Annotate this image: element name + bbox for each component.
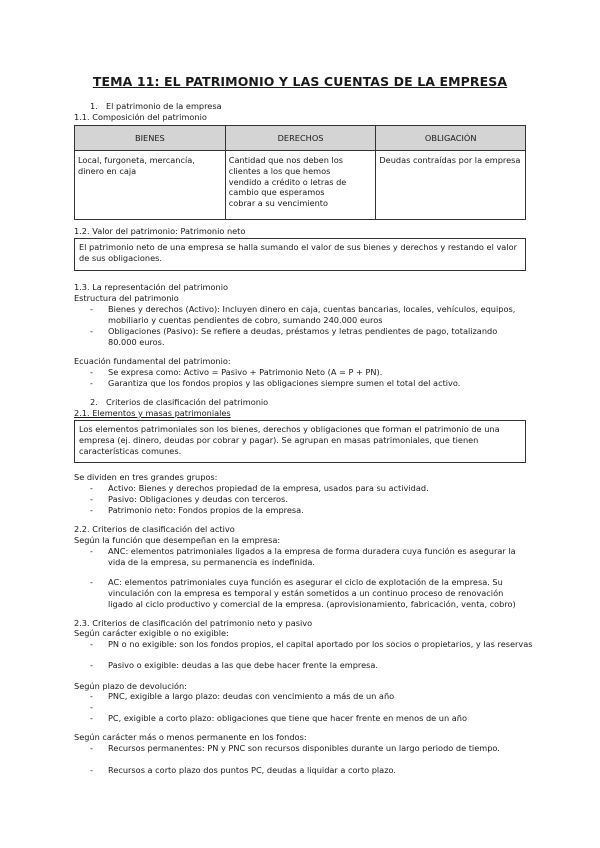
subheading-2-2: 2.2. Criterios de clasificación del activo xyxy=(74,524,235,534)
section-1-heading xyxy=(90,101,222,112)
bullet: - xyxy=(90,304,93,314)
list-item-text: PNC, exigible a largo plazo: deudas con vencimiento a más de un año xyxy=(108,691,395,701)
bullet: - xyxy=(90,743,93,753)
table-row xyxy=(75,151,526,220)
list-item xyxy=(90,326,526,348)
list-item-text: Pasivo: Obligaciones y deudas con terceros. xyxy=(108,494,288,504)
list-item xyxy=(90,713,526,724)
list-item-text: Obligaciones (Pasivo): Se refiere a deudas, préstamos y letras pendientes de pago, totalizando 80.000 euros. xyxy=(108,326,498,347)
list-item-text: Activo: Bienes y derechos propiedad de la empresa, usados para su actividad. xyxy=(108,483,429,493)
list-item-text: Recursos a corto plazo dos puntos PC, deudas a liquidar a corto plazo. xyxy=(108,765,396,775)
definition-text: El patrimonio neto de una empresa se halla sumando el valor de sus bienes y derechos y restando el valor de sus obligaciones. xyxy=(79,242,517,263)
exigible-label: Según carácter exigible o no exigible: xyxy=(74,628,229,638)
subheading-1-2: 1.2. Valor del patrimonio: Patrimonio neto xyxy=(74,226,246,236)
subheading-2-1: 2.1. Elementos y masas patrimoniales xyxy=(74,408,231,418)
bullet: - xyxy=(90,639,93,649)
list-item xyxy=(90,691,526,702)
list-item-text: Garantiza que los fondos propios y las obligaciones siempre sumen el total del activo. xyxy=(108,378,461,388)
section-number: 1. xyxy=(90,101,98,111)
list-item-text: Se expresa como: Activo = Pasivo + Patrimonio Neto (A = P + PN). xyxy=(108,367,383,377)
cell-text: Cantidad que nos deben los clientes a los que hemos vendido a crédito o letras de cambio que esperamos cobrar a su vencimiento xyxy=(228,155,347,209)
table-header: BIENES xyxy=(75,126,226,151)
structure-label: Estructura del patrimonio xyxy=(74,293,179,303)
subheading-2-3: 2.3. Criterios de clasificación del patrimonio neto y pasivo xyxy=(74,618,313,628)
permanence-label: Según carácter más o menos permanente en los fondos: xyxy=(74,732,307,742)
bullet: - xyxy=(90,713,93,723)
list-item xyxy=(90,378,526,389)
list-item-text: Recursos permanentes: PN y PNC son recursos disponibles durante un largo periodo de tiempo. xyxy=(108,743,500,753)
section-2-heading xyxy=(90,397,268,408)
list-item xyxy=(90,577,526,610)
bullet: - xyxy=(90,494,93,504)
composition-table xyxy=(74,125,526,220)
subheading-1-1: 1.1. Composición del patrimonio xyxy=(74,112,207,122)
table-cell xyxy=(225,151,376,220)
definition-box xyxy=(74,238,526,271)
table-cell xyxy=(75,151,226,220)
list-item xyxy=(90,304,526,326)
list-item xyxy=(90,660,526,671)
list-item-text: Pasivo o exigible: deudas a las que debe hacer frente la empresa. xyxy=(108,660,379,670)
subheading-1-3: 1.3. La representación del patrimonio xyxy=(74,282,228,292)
definition-box xyxy=(74,420,526,463)
bullet: - xyxy=(90,378,93,388)
bullet: - xyxy=(90,765,93,775)
bullet: - xyxy=(90,691,93,701)
bullet: - xyxy=(90,577,93,587)
bullet: - xyxy=(90,702,93,712)
groups-intro: Se dividen en tres grandes grupos: xyxy=(74,472,218,482)
list-item-text: Patrimonio neto: Fondos propios de la empresa. xyxy=(108,505,304,515)
table-header-row xyxy=(75,126,526,151)
table-header: OBLIGACIÓN xyxy=(376,126,526,151)
list-item xyxy=(90,505,526,516)
page-title: TEMA 11: EL PATRIMONIO Y LAS CUENTAS DE LA EMPRESA xyxy=(92,74,508,89)
bullet: - xyxy=(90,505,93,515)
cell-text: Local, furgoneta, mercancía, dinero en caja xyxy=(78,155,195,176)
list-item-text: ANC: elementos patrimoniales ligados a la empresa de forma duradera cuya función es asegurar la vida de la empresa, su permanencia es indefinida. xyxy=(108,546,516,567)
section-number: 2. xyxy=(90,397,98,407)
bullet: - xyxy=(90,326,93,336)
section-title: El patrimonio de la empresa xyxy=(106,101,222,111)
list-item-text: PC, exigible a corto plazo: obligaciones que tiene que hacer frente en menos de un año xyxy=(108,713,467,723)
definition-text: Los elementos patrimoniales son los bienes, derechos y obligaciones que forman el patrimonio de una empresa (ej. dinero, deudas por cobrar y pagar). Se agrupan en masas patrimoniales, que tienen características comunes. xyxy=(79,424,500,456)
section-title: Criterios de clasificación del patrimonio xyxy=(106,397,269,407)
list-item-text: AC: elementos patrimoniales cuya función es asegurar el ciclo de explotación de la empresa. Su vinculación con la empresa es temporal y están sometidos a un continuo proceso de renovación ligado al ciclo productivo y comercial de la empresa. (aprovisionamiento, fabricación, venta, cobro) xyxy=(108,577,516,609)
bullet: - xyxy=(90,367,93,377)
bullet: - xyxy=(90,546,93,556)
list-item xyxy=(90,483,526,494)
list-item xyxy=(90,494,526,505)
list-item xyxy=(90,639,540,650)
list-item xyxy=(90,743,526,754)
list-item xyxy=(90,546,526,568)
list-item-text: PN o no exigible: son los fondos propios, el capital aportado por los socios o propietarios, y las reservas xyxy=(108,639,533,649)
equation-label: Ecuación fundamental del patrimonio: xyxy=(74,356,231,366)
list-item xyxy=(90,702,526,713)
list-item-text: Bienes y derechos (Activo): Incluyen dinero en caja, cuentas bancarias, locales, vehículos, equipos, mobiliario y cuentas pendientes de cobro, sumando 240.000 euros xyxy=(108,304,516,325)
list-item xyxy=(90,367,526,378)
bullet: - xyxy=(90,660,93,670)
term-label: Según plazo de devolución: xyxy=(74,681,187,691)
list-item xyxy=(90,765,526,776)
table-header: DERECHOS xyxy=(225,126,376,151)
table-cell xyxy=(376,151,526,220)
bullet: - xyxy=(90,483,93,493)
cell-text: Deudas contraídas por la empresa xyxy=(379,155,521,165)
function-label: Según la función que desempeñan en la empresa: xyxy=(74,535,281,545)
